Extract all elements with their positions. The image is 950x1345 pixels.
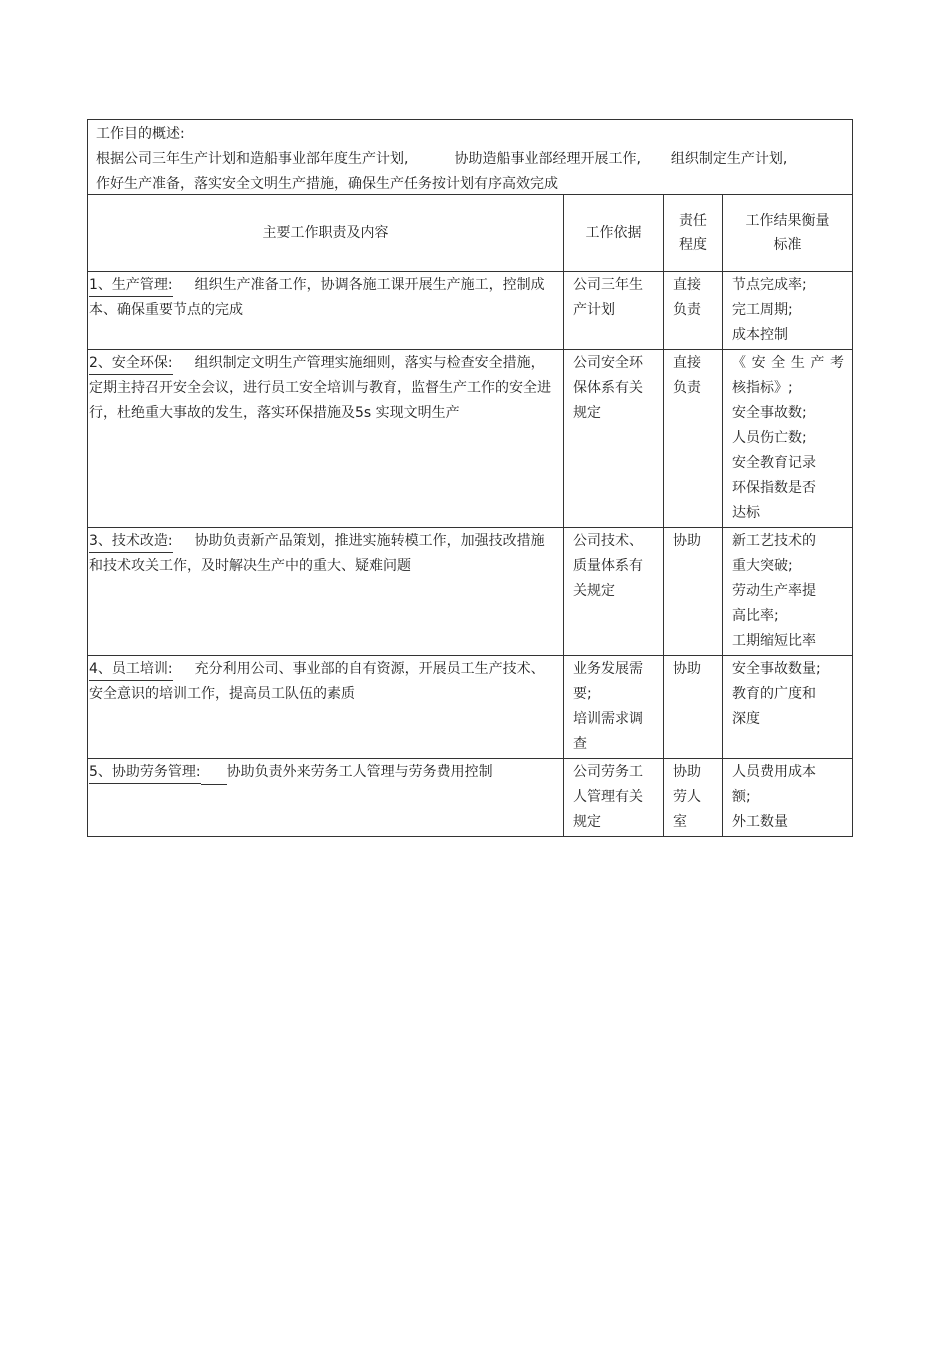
summary-text-1: 根据公司三年生产计划和造船事业部年度生产计划, bbox=[96, 151, 409, 167]
measure-line: 新工艺技术的 bbox=[732, 533, 816, 549]
basis-line: 要; bbox=[573, 686, 592, 702]
duty-title: 4、员工培训: bbox=[89, 658, 173, 681]
measure-line: 成本控制 bbox=[732, 327, 788, 343]
summary-text-3: 组织制定生产计划, bbox=[670, 151, 788, 167]
responsibility-line: 协助 bbox=[673, 661, 701, 677]
measure-line: 安全事故数量; bbox=[732, 661, 821, 677]
measure-line: 达标 bbox=[732, 505, 760, 521]
measure-line: 重大突破; bbox=[732, 558, 793, 574]
summary-line-2: 作好生产准备，落实安全文明生产措施，确保生产任务按计划有序高效完成 bbox=[96, 176, 558, 192]
duty-measure bbox=[723, 656, 853, 759]
table-row bbox=[88, 272, 853, 350]
table-header-row bbox=[88, 195, 853, 272]
duty-basis bbox=[564, 759, 664, 837]
basis-line: 人管理有关 bbox=[573, 789, 643, 805]
basis-line: 培训需求调 bbox=[573, 711, 643, 727]
duty-content bbox=[88, 759, 564, 837]
duty-responsibility bbox=[664, 350, 723, 528]
duty-responsibility bbox=[664, 759, 723, 837]
duty-measure bbox=[723, 759, 853, 837]
summary-cell bbox=[88, 120, 853, 195]
duty-responsibility bbox=[664, 272, 723, 350]
duty-basis bbox=[564, 656, 664, 759]
basis-line: 公司安全环 bbox=[573, 355, 643, 371]
header-responsibility-line1: 责任 bbox=[679, 213, 707, 229]
header-responsibility-line2: 程度 bbox=[679, 237, 707, 253]
duty-title: 2、安全环保: bbox=[89, 352, 173, 375]
duty-responsibility bbox=[664, 656, 723, 759]
duty-content bbox=[88, 350, 564, 528]
duty-text: 协助负责新产品策划，推进实施转模工作，加强技改措施和技术攻关工作，及时解决生产中的重大、疑难问题 bbox=[89, 533, 545, 574]
duty-content bbox=[88, 272, 564, 350]
duty-title: 3、技术改造: bbox=[89, 530, 173, 553]
basis-line: 规定 bbox=[573, 814, 601, 830]
duty-text: 充分利用公司、事业部的自有资源，开展员工生产技术、安全意识的培训工作，提高员工队伍的素质 bbox=[89, 661, 545, 702]
measure-line: 安全教育记录 bbox=[732, 455, 816, 471]
summary-text-2: 协助造船事业部经理开展工作, bbox=[454, 151, 641, 167]
duty-measure bbox=[723, 350, 853, 528]
duty-responsibility bbox=[664, 528, 723, 656]
duty-content bbox=[88, 656, 564, 759]
measure-line: 核指标》; bbox=[732, 380, 793, 396]
duty-basis bbox=[564, 350, 664, 528]
measure-line: 工期缩短比率 bbox=[732, 633, 816, 649]
responsibility-line: 直接 bbox=[673, 277, 701, 293]
duty-basis bbox=[564, 272, 664, 350]
measure-line: 环保指数是否 bbox=[732, 480, 816, 496]
duty-title: 1、生产管理: bbox=[89, 274, 173, 297]
header-responsibility bbox=[664, 195, 723, 272]
header-measure-line2: 标准 bbox=[773, 237, 802, 253]
measure-line: 劳动生产率提 bbox=[732, 583, 816, 599]
table-row bbox=[88, 656, 853, 759]
duty-text: 协助负责外来劳务工人管理与劳务费用控制 bbox=[226, 764, 493, 780]
basis-line: 公司劳务工 bbox=[573, 764, 643, 780]
duty-title: 5、协助劳务管理: bbox=[89, 761, 201, 784]
basis-line: 公司三年生 bbox=[573, 277, 643, 293]
table-row bbox=[88, 759, 853, 837]
measure-line: 完工周期; bbox=[732, 302, 793, 318]
basis-line: 关规定 bbox=[573, 583, 615, 599]
measure-line: 人员费用成本 bbox=[732, 764, 816, 780]
basis-line: 规定 bbox=[573, 405, 601, 421]
measure-line: 人员伤亡数; bbox=[732, 430, 807, 446]
header-measure bbox=[723, 195, 853, 272]
summary-line-1 bbox=[96, 147, 844, 172]
duty-text: 组织制定文明生产管理实施细则，落实与检查安全措施，定期主持召开安全会议，进行员工安全培训与教育，监督生产工作的安全进行，杜绝重大事故的发生，落实环保措施及5s 实现文明生产 bbox=[89, 355, 551, 421]
table-row bbox=[88, 528, 853, 656]
basis-line: 保体系有关 bbox=[573, 380, 643, 396]
responsibility-line: 负责 bbox=[673, 380, 701, 396]
measure-line: 额; bbox=[732, 789, 751, 805]
duty-measure bbox=[723, 272, 853, 350]
measure-line: 深度 bbox=[732, 711, 760, 727]
responsibility-line: 负责 bbox=[673, 302, 701, 318]
table-row bbox=[88, 350, 853, 528]
responsibility-line: 室 bbox=[673, 814, 687, 830]
job-description-document bbox=[87, 119, 852, 837]
responsibility-line: 劳人 bbox=[673, 789, 701, 805]
measure-line: 《安全生产考 bbox=[732, 355, 845, 371]
header-measure-line1: 工作结果衡量 bbox=[745, 213, 830, 229]
basis-line: 产计划 bbox=[573, 302, 615, 318]
basis-line: 质量体系有 bbox=[573, 558, 643, 574]
duty-measure bbox=[723, 528, 853, 656]
duty-content bbox=[88, 528, 564, 656]
summary-label: 工作目的概述: bbox=[96, 126, 185, 142]
measure-line: 节点完成率; bbox=[732, 277, 807, 293]
responsibility-line: 协助 bbox=[673, 764, 701, 780]
basis-line: 查 bbox=[573, 736, 587, 752]
header-content: 主要工作职责及内容 bbox=[88, 195, 564, 272]
basis-line: 业务发展需 bbox=[573, 661, 643, 677]
measure-line: 高比率; bbox=[732, 608, 779, 624]
duty-basis bbox=[564, 528, 664, 656]
measure-line: 教育的广度和 bbox=[732, 686, 816, 702]
duty-text: 组织生产准备工作，协调各施工课开展生产施工，控制成本、确保重要节点的完成 bbox=[89, 277, 545, 318]
responsibility-line: 协助 bbox=[673, 533, 701, 549]
responsibility-line: 直接 bbox=[673, 355, 701, 371]
job-description-table bbox=[87, 119, 853, 837]
measure-line: 外工数量 bbox=[732, 814, 788, 830]
header-basis: 工作依据 bbox=[564, 195, 664, 272]
measure-line: 安全事故数; bbox=[732, 405, 807, 421]
basis-line: 公司技术、 bbox=[573, 533, 643, 549]
